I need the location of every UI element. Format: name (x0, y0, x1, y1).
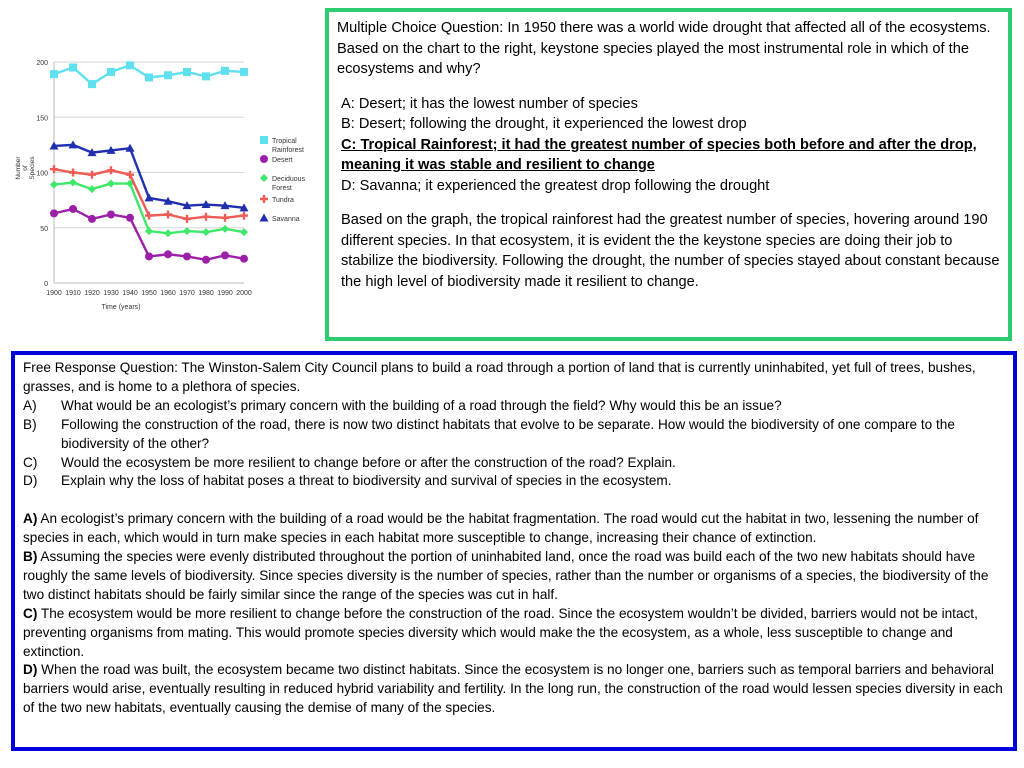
x-tick-label: 1910 (65, 290, 81, 297)
data-point-desert (69, 205, 77, 213)
legend-label: Tropical (272, 138, 297, 145)
data-point-tropical-rainforest (50, 70, 58, 78)
legend-label: Savanna (272, 216, 300, 223)
y-tick-label: 100 (36, 170, 48, 178)
spacer (23, 491, 1013, 510)
legend-label: Rainforest (272, 147, 304, 154)
answer-text: An ecologist’s primary concern with the building of a road would be the habitat fragmentation. The road would cut the habitat in two, lessening the number of species in each, which would in turn make species in each habitat more susceptible to change, increasing their chance of extinction. (23, 511, 979, 546)
answer-text: Assuming the species were evenly distributed throughout the portion of uninhabited land, once the road was build each of the two new habitats should have roughly the same levels of biodiversity. Since species diversity is the number of species, rather than the number or organisms of a species, the biodiversity of the two distinct habitats should be fairly similar since the range of the species was cut in half. (23, 549, 989, 602)
data-point-tropical-rainforest (145, 73, 153, 81)
fr-question-text: Free Response Question: The Winston-Salem City Council plans to build a road through a portion of land that is currently uninhabited, yet full of trees, bushes, grasses, and is home to a plethora of species. (23, 360, 976, 394)
x-tick-label: 1920 (84, 290, 100, 297)
data-point-tundra (145, 212, 153, 220)
data-point-tundra (202, 213, 210, 221)
data-point-desert (221, 251, 229, 259)
legend-marker-tundra (260, 195, 268, 203)
species-line-chart (0, 40, 306, 330)
fr-item-text: Following the construction of the road, there is now two distinct habitats that evolve to be separate. How would the biodiversity of one compare to the biodiversity of the other? (61, 416, 955, 451)
data-point-desert (50, 209, 58, 217)
data-point-tropical-rainforest (221, 67, 229, 75)
data-point-desert (183, 252, 191, 260)
multiple-choice-box (325, 8, 1012, 341)
fr-item-text: Explain why the loss of habitat poses a threat to biodiversity and survival of species in the ecosystem. (61, 473, 672, 489)
data-point-desert (126, 214, 134, 222)
data-point-tropical-rainforest (126, 61, 134, 69)
fr-item-c (23, 454, 1013, 473)
fr-answer-d (23, 661, 1013, 718)
data-point-deciduous-forest (221, 225, 229, 233)
mc-options-list (341, 94, 1000, 197)
fr-item-letter: B) (23, 416, 37, 432)
fr-item-text: Would the ecosystem be more resilient to change before or after the construction of the road? Explain. (61, 454, 676, 470)
fr-item-d (23, 472, 1013, 491)
y-tick-label: 150 (36, 115, 48, 123)
mc-option-c-correct: C: Tropical Rainforest; it had the greatest number of species both before and after the drop, meaning it was stable and resilient to change (341, 136, 977, 173)
legend-label: Desert (272, 157, 293, 164)
data-point-tropical-rainforest (69, 64, 77, 72)
y-tick-label: 200 (36, 60, 48, 67)
answer-letter: A) (23, 511, 38, 527)
answer-letter: C) (23, 605, 38, 621)
data-point-desert (107, 210, 115, 218)
fr-item-b (23, 416, 1013, 454)
free-response-box (11, 351, 1017, 751)
legend-marker-savanna (260, 214, 269, 222)
answer-letter: B) (23, 549, 38, 565)
data-point-tropical-rainforest (183, 68, 191, 76)
legend-label: Forest (272, 185, 292, 192)
mc-option-a: A: Desert; it has the lowest number of species (341, 95, 638, 112)
data-point-desert (145, 252, 153, 260)
fr-item-letter: D) (23, 473, 38, 489)
data-point-deciduous-forest (69, 178, 77, 186)
x-tick-label: 1930 (103, 290, 119, 297)
fr-item-a (23, 397, 1013, 416)
y-tick-label: 0 (44, 281, 48, 288)
fr-item-letter: A) (23, 397, 37, 413)
x-tick-label: 1970 (179, 290, 195, 297)
data-point-tundra (164, 210, 172, 218)
data-point-tundra (126, 171, 134, 179)
y-tick-label: 50 (40, 225, 48, 233)
data-point-deciduous-forest (145, 227, 153, 235)
mc-question-text: Multiple Choice Question: In 1950 there was a world wide drought that affected all of the ecosystems. Based on the chart to the right, keystone species played the most instrumental role in which of the ecosystems and why? (337, 20, 991, 77)
answer-text: The ecosystem would be more resilient to change before the construction of the road. Since the ecosystem wouldn’t be divided, barriers would not be intact, preventing organisms from mating. This would promote species diversity which would make the the ecosystem, as a whole, less susceptible to change and extinction. (23, 605, 978, 659)
series-line-deciduous-forest (54, 182, 244, 233)
legend-marker-desert (260, 155, 268, 163)
data-point-deciduous-forest (183, 227, 191, 235)
data-point-tundra (240, 212, 248, 220)
data-point-deciduous-forest (50, 181, 58, 189)
data-point-tundra (69, 169, 77, 177)
data-point-tropical-rainforest (107, 68, 115, 76)
legend-marker-tropical-rainforest (260, 136, 268, 144)
data-point-deciduous-forest (107, 180, 115, 188)
data-point-tundra (183, 215, 191, 223)
data-point-desert (202, 256, 210, 264)
data-point-desert (88, 215, 96, 223)
x-tick-label: 2000 (236, 290, 252, 297)
data-point-deciduous-forest (240, 228, 248, 236)
data-point-deciduous-forest (88, 185, 96, 193)
fr-item-letter: C) (23, 454, 38, 470)
y-axis-label: Number (15, 156, 22, 180)
fr-item-text: What would be an ecologist’s primary concern with the building of a road through the field? Why would this be an issue? (61, 397, 782, 413)
x-tick-label: 1940 (122, 290, 138, 297)
fr-answer-c (23, 605, 1013, 662)
x-tick-label: 1960 (160, 290, 176, 297)
data-point-tundra (88, 171, 96, 179)
x-tick-label: 1990 (217, 290, 233, 297)
x-tick-label: 1950 (141, 290, 157, 297)
mc-option-d: D: Savanna; it experienced the greatest drop following the drought (341, 177, 770, 194)
data-point-tundra (221, 214, 229, 222)
data-point-tropical-rainforest (202, 72, 210, 80)
data-point-deciduous-forest (202, 228, 210, 236)
fr-answer-a (23, 510, 1013, 548)
y-axis-label: of (22, 165, 29, 171)
data-point-tundra (107, 166, 115, 174)
legend-label: Tundra (272, 197, 294, 204)
data-point-desert (240, 255, 248, 263)
x-tick-label: 1980 (198, 290, 214, 297)
data-point-deciduous-forest (164, 229, 172, 237)
data-point-tropical-rainforest (164, 71, 172, 79)
legend-marker-deciduous-forest (260, 174, 268, 182)
legend-label: Deciduous (272, 176, 306, 183)
answer-letter: D) (23, 662, 38, 678)
data-point-desert (164, 250, 172, 258)
x-tick-label: 1900 (46, 290, 62, 297)
fr-answer-b (23, 548, 1013, 605)
mc-explanation-text: Based on the graph, the tropical rainforest had the greatest number of species, hovering around 190 different species. In that ecosystem, it is evident the the keystone species are doing their job to stabilize the biodiversity. Following the drought, the number of species stayed about constant because the high level of biodiversity made it resilient to change. (341, 212, 1000, 290)
answer-text: When the road was built, the ecosystem became two distinct habitats. Since the ecosystem is no longer one, barriers such as temporal barriers and behavioral barriers would arise, eventually resulting in reduced hybrid variability and fertility. In the long run, the construction of the road would lessen species diversity in each of the two new habitats, eventually causing the demise of many of the species. (23, 662, 1003, 716)
data-point-tropical-rainforest (240, 68, 248, 76)
chart-svg (0, 40, 306, 330)
data-point-tundra (50, 165, 58, 173)
y-axis-label: Species (29, 156, 36, 180)
data-point-tropical-rainforest (88, 80, 96, 88)
x-axis-label: Time (years) (101, 304, 141, 311)
mc-option-b: B: Desert; following the drought, it experienced the lowest drop (341, 116, 747, 132)
